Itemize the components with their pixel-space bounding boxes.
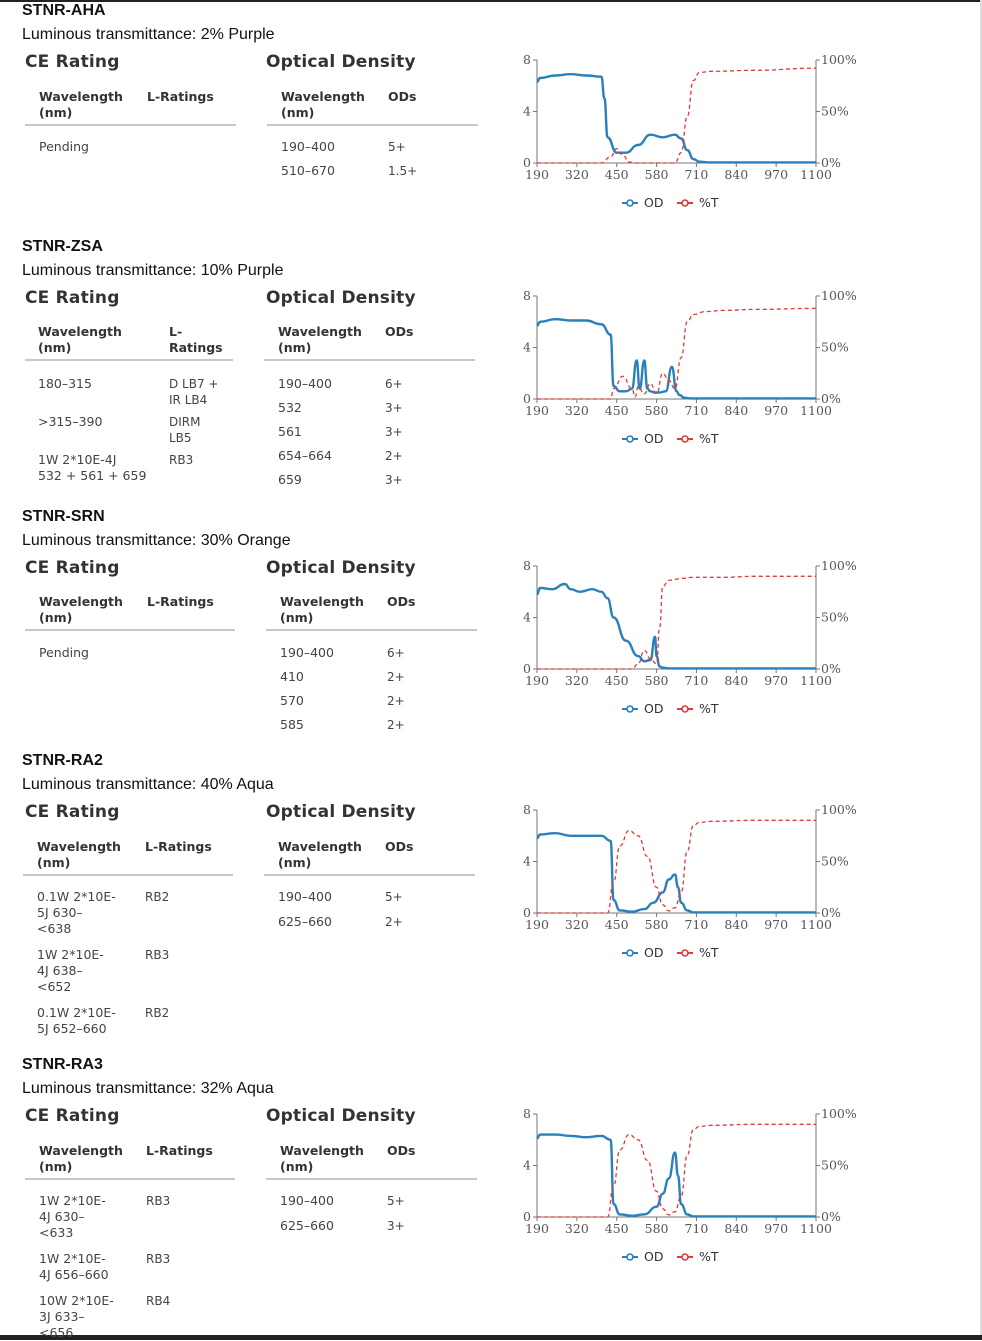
ce-header-wavelength: Wavelength (nm) xyxy=(39,89,123,120)
optical-density-title: Optical Density xyxy=(266,52,416,72)
x-tick-label: 450 xyxy=(604,1221,629,1236)
od-header-wavelength: Wavelength (nm) xyxy=(278,839,362,870)
x-tick-label: 580 xyxy=(644,673,669,688)
ce-cell-lrating: D LB7 + IR LB4 xyxy=(169,377,219,407)
optical-density-title: Optical Density xyxy=(266,288,416,308)
od-cell-wavelength: 659 xyxy=(278,472,302,487)
od-cell-wavelength: 190–400 xyxy=(281,139,335,154)
right-tick-label: 50% xyxy=(821,103,849,119)
spectrum-chart xyxy=(500,800,860,975)
luminous-transmittance: Luminous transmittance: 32% Aqua xyxy=(22,1080,274,1097)
ce-cell-wavelength: 0.1W 2*10E- 5J 652–660 xyxy=(37,1005,116,1036)
legend-label: %T xyxy=(699,431,719,446)
ce-rating-title: CE Rating xyxy=(25,802,120,822)
legend-t xyxy=(677,195,719,210)
x-tick-label: 970 xyxy=(764,917,789,932)
right-tick-label: 50% xyxy=(821,1157,849,1173)
od-header-ods: ODs xyxy=(385,324,414,339)
left-tick-label: 8 xyxy=(523,1106,531,1121)
legend-od xyxy=(622,1249,663,1264)
x-tick-label: 710 xyxy=(684,167,709,182)
ce-cell-lrating: RB3 xyxy=(146,1194,171,1208)
od-cell-od: 6+ xyxy=(387,646,405,660)
x-tick-label: 970 xyxy=(764,1221,789,1236)
ce-cell-wavelength: 10W 2*10E- 3J 633– <656 xyxy=(39,1293,114,1340)
legend-swatch-marker xyxy=(627,950,633,956)
ce-header-lratings: L- Ratings xyxy=(169,324,223,355)
right-tick-label: 0% xyxy=(821,1209,841,1224)
od-cell-od: 6+ xyxy=(385,377,403,391)
left-tick-label: 4 xyxy=(523,853,531,869)
x-tick-label: 840 xyxy=(724,673,749,688)
right-tick-label: 0% xyxy=(821,661,841,676)
right-tick-label: 100% xyxy=(821,802,857,817)
x-tick-label: 450 xyxy=(604,917,629,932)
od-cell-od: 5+ xyxy=(387,1194,405,1208)
luminous-transmittance: Luminous transmittance: 10% Purple xyxy=(22,262,284,279)
ce-header-lratings: L-Ratings xyxy=(146,1143,213,1158)
legend-od xyxy=(622,945,663,960)
x-tick-label: 190 xyxy=(525,673,549,688)
x-tick-label: 450 xyxy=(604,403,629,418)
optical-density-series xyxy=(537,833,816,912)
od-header-ods: ODs xyxy=(387,594,416,609)
legend-swatch-marker xyxy=(627,1254,633,1260)
x-tick-label: 320 xyxy=(564,673,589,688)
od-cell-wavelength: 561 xyxy=(278,424,302,439)
right-tick-label: 0% xyxy=(821,155,841,170)
ce-cell-wavelength: 1W 2*10E-4J 532 + 561 + 659 xyxy=(38,452,147,483)
ce-table-rule xyxy=(25,124,236,126)
left-tick-label: 8 xyxy=(523,288,531,303)
legend-swatch-marker xyxy=(627,200,633,206)
legend-od xyxy=(622,195,663,210)
left-tick-label: 8 xyxy=(523,558,531,573)
ce-cell-lrating: RB2 xyxy=(145,890,170,904)
ce-cell-lrating: RB3 xyxy=(146,1252,171,1266)
x-tick-label: 580 xyxy=(644,167,669,182)
ce-cell-wavelength: 1W 2*10E- 4J 630– <633 xyxy=(39,1193,106,1240)
x-tick-label: 840 xyxy=(724,917,749,932)
x-tick-label: 970 xyxy=(764,167,789,182)
right-tick-label: 100% xyxy=(821,1106,857,1121)
od-cell-od: 3+ xyxy=(385,473,403,487)
ce-header-wavelength: Wavelength (nm) xyxy=(39,1143,123,1174)
od-header-wavelength: Wavelength (nm) xyxy=(280,1143,364,1174)
left-tick-label: 0 xyxy=(523,155,531,170)
od-cell-wavelength: 410 xyxy=(280,669,304,684)
right-tick-label: 0% xyxy=(821,391,841,406)
x-tick-label: 320 xyxy=(564,167,589,182)
legend-label: OD xyxy=(644,431,664,446)
optical-density-series xyxy=(537,584,816,668)
ce-cell-lrating: DIRM LB5 xyxy=(169,415,201,445)
right-tick-label: 100% xyxy=(821,288,857,303)
optical-density-series xyxy=(537,74,816,162)
od-header-wavelength: Wavelength (nm) xyxy=(281,89,365,120)
legend-t xyxy=(677,1249,719,1264)
x-tick-label: 1100 xyxy=(800,917,832,932)
spectrum-chart xyxy=(500,50,860,225)
legend-label: %T xyxy=(699,195,719,210)
ce-header-lratings: L-Ratings xyxy=(147,89,214,104)
left-tick-label: 8 xyxy=(523,802,531,817)
top-border xyxy=(0,0,982,2)
x-tick-label: 580 xyxy=(644,1221,669,1236)
ce-cell-wavelength: >315–390 xyxy=(38,414,103,429)
od-cell-od: 1.5+ xyxy=(388,164,418,178)
x-tick-label: 710 xyxy=(684,673,709,688)
od-cell-od: 2+ xyxy=(387,670,405,684)
left-tick-label: 4 xyxy=(523,609,531,625)
od-cell-wavelength: 585 xyxy=(280,717,304,732)
ce-header-lratings: L-Ratings xyxy=(145,839,212,854)
x-tick-label: 970 xyxy=(764,403,789,418)
luminous-transmittance: Luminous transmittance: 2% Purple xyxy=(22,26,275,43)
od-cell-wavelength: 510–670 xyxy=(281,163,335,178)
left-tick-label: 0 xyxy=(523,661,531,676)
ce-table-rule xyxy=(25,359,233,361)
od-header-wavelength: Wavelength (nm) xyxy=(280,594,364,625)
od-cell-wavelength: 625–660 xyxy=(280,1218,334,1233)
x-tick-label: 580 xyxy=(644,917,669,932)
x-tick-label: 190 xyxy=(525,167,549,182)
x-tick-label: 190 xyxy=(525,917,549,932)
ce-header-wavelength: Wavelength (nm) xyxy=(38,324,122,355)
ce-cell-wavelength: 180–315 xyxy=(38,376,92,391)
spectrum-chart xyxy=(500,556,860,731)
od-table-rule xyxy=(266,1178,477,1180)
ce-table-rule xyxy=(23,874,233,876)
od-header-ods: ODs xyxy=(385,839,414,854)
legend-t xyxy=(677,945,719,960)
left-tick-label: 4 xyxy=(523,1157,531,1173)
od-header-wavelength: Wavelength (nm) xyxy=(278,324,362,355)
od-table-rule xyxy=(264,874,475,876)
ce-table-rule xyxy=(25,629,235,631)
transmittance-series xyxy=(537,820,816,913)
x-tick-label: 1100 xyxy=(800,403,832,418)
legend-swatch-marker xyxy=(627,706,633,712)
transmittance-series xyxy=(537,308,816,399)
luminous-transmittance: Luminous transmittance: 30% Orange xyxy=(22,532,291,549)
right-tick-label: 50% xyxy=(821,853,849,869)
od-cell-od: 3+ xyxy=(387,1219,405,1233)
od-cell-wavelength: 190–400 xyxy=(278,376,332,391)
product-name: STNR-RA2 xyxy=(22,752,103,769)
right-tick-label: 50% xyxy=(821,609,849,625)
od-cell-wavelength: 190–400 xyxy=(280,1193,334,1208)
od-cell-od: 5+ xyxy=(385,890,403,904)
x-tick-label: 450 xyxy=(604,167,629,182)
optical-density-series xyxy=(537,1135,816,1217)
x-tick-label: 710 xyxy=(684,403,709,418)
x-tick-label: 970 xyxy=(764,673,789,688)
optical-density-title: Optical Density xyxy=(266,1106,416,1126)
od-cell-od: 5+ xyxy=(388,140,406,154)
legend-swatch-marker xyxy=(682,436,688,442)
od-table-rule xyxy=(267,124,478,126)
od-cell-wavelength: 625–660 xyxy=(278,914,332,929)
legend-od xyxy=(622,701,663,716)
legend-swatch-marker xyxy=(682,1254,688,1260)
x-tick-label: 320 xyxy=(564,917,589,932)
legend-swatch-marker xyxy=(627,436,633,442)
ce-rating-title: CE Rating xyxy=(25,288,120,308)
od-cell-od: 2+ xyxy=(385,915,403,929)
od-cell-wavelength: 532 xyxy=(278,400,302,415)
ce-header-lratings: L-Ratings xyxy=(147,594,214,609)
right-tick-label: 50% xyxy=(821,339,849,355)
ce-cell-lrating: RB2 xyxy=(145,1006,170,1020)
x-tick-label: 320 xyxy=(564,403,589,418)
spectrum-chart xyxy=(500,286,860,461)
od-table-rule xyxy=(264,359,475,361)
od-cell-od: 2+ xyxy=(385,449,403,463)
od-table-rule xyxy=(266,629,477,631)
x-tick-label: 450 xyxy=(604,673,629,688)
bottom-border xyxy=(0,1335,982,1340)
left-tick-label: 4 xyxy=(523,339,531,355)
legend-t xyxy=(677,431,719,446)
x-tick-label: 710 xyxy=(684,1221,709,1236)
ce-cell-lrating: RB3 xyxy=(145,948,170,962)
legend-t xyxy=(677,701,719,716)
transmittance-series xyxy=(537,576,816,669)
x-tick-label: 840 xyxy=(724,167,749,182)
legend-od xyxy=(622,431,663,446)
ce-cell-wavelength: 1W 2*10E- 4J 638– <652 xyxy=(37,947,104,994)
legend-label: %T xyxy=(699,1249,719,1264)
transmittance-series xyxy=(537,68,816,163)
right-tick-label: 0% xyxy=(821,905,841,920)
ce-rating-title: CE Rating xyxy=(25,558,120,578)
left-tick-label: 8 xyxy=(523,52,531,67)
optical-density-title: Optical Density xyxy=(266,558,416,578)
od-cell-od: 3+ xyxy=(385,401,403,415)
x-tick-label: 190 xyxy=(525,1221,549,1236)
product-name: STNR-RA3 xyxy=(22,1056,103,1073)
od-cell-wavelength: 654–664 xyxy=(278,448,332,463)
x-tick-label: 710 xyxy=(684,917,709,932)
x-tick-label: 1100 xyxy=(800,1221,832,1236)
legend-label: OD xyxy=(644,945,664,960)
od-cell-wavelength: 570 xyxy=(280,693,304,708)
product-name: STNR-AHA xyxy=(22,2,106,19)
legend-label: OD xyxy=(644,195,664,210)
spectrum-chart xyxy=(500,1104,860,1279)
left-tick-label: 0 xyxy=(523,1209,531,1224)
x-tick-label: 1100 xyxy=(800,167,832,182)
od-header-ods: ODs xyxy=(388,89,417,104)
legend-swatch-marker xyxy=(682,706,688,712)
optical-density-title: Optical Density xyxy=(266,802,416,822)
x-tick-label: 190 xyxy=(525,403,549,418)
left-tick-label: 0 xyxy=(523,905,531,920)
legend-label: OD xyxy=(644,1249,664,1264)
legend-swatch-marker xyxy=(682,950,688,956)
legend-label: %T xyxy=(699,701,719,716)
x-tick-label: 1100 xyxy=(800,673,832,688)
luminous-transmittance: Luminous transmittance: 40% Aqua xyxy=(22,776,274,793)
od-cell-wavelength: 190–400 xyxy=(278,889,332,904)
ce-cell-wavelength: Pending xyxy=(39,645,89,660)
od-cell-od: 2+ xyxy=(387,718,405,732)
x-tick-label: 580 xyxy=(644,403,669,418)
product-name: STNR-SRN xyxy=(22,508,105,525)
legend-label: OD xyxy=(644,701,664,716)
x-tick-label: 840 xyxy=(724,403,749,418)
ce-rating-title: CE Rating xyxy=(25,52,120,72)
ce-header-wavelength: Wavelength (nm) xyxy=(39,594,123,625)
left-tick-label: 0 xyxy=(523,391,531,406)
ce-rating-title: CE Rating xyxy=(25,1106,120,1126)
product-name: STNR-ZSA xyxy=(22,238,103,255)
ce-cell-wavelength: 0.1W 2*10E- 5J 630– <638 xyxy=(37,889,116,936)
legend-label: %T xyxy=(699,945,719,960)
ce-table-rule xyxy=(25,1178,235,1180)
od-header-ods: ODs xyxy=(387,1143,416,1158)
od-cell-wavelength: 190–400 xyxy=(280,645,334,660)
ce-cell-lrating: RB4 xyxy=(146,1294,171,1308)
ce-cell-wavelength: 1W 2*10E- 4J 656–660 xyxy=(39,1251,109,1282)
left-tick-label: 4 xyxy=(523,103,531,119)
right-tick-label: 100% xyxy=(821,558,857,573)
x-tick-label: 320 xyxy=(564,1221,589,1236)
x-tick-label: 840 xyxy=(724,1221,749,1236)
ce-cell-lrating: RB3 xyxy=(169,453,194,467)
ce-cell-wavelength: Pending xyxy=(39,139,89,154)
legend-swatch-marker xyxy=(682,200,688,206)
od-cell-od: 2+ xyxy=(387,694,405,708)
ce-header-wavelength: Wavelength (nm) xyxy=(37,839,121,870)
right-tick-label: 100% xyxy=(821,52,857,67)
od-cell-od: 3+ xyxy=(385,425,403,439)
